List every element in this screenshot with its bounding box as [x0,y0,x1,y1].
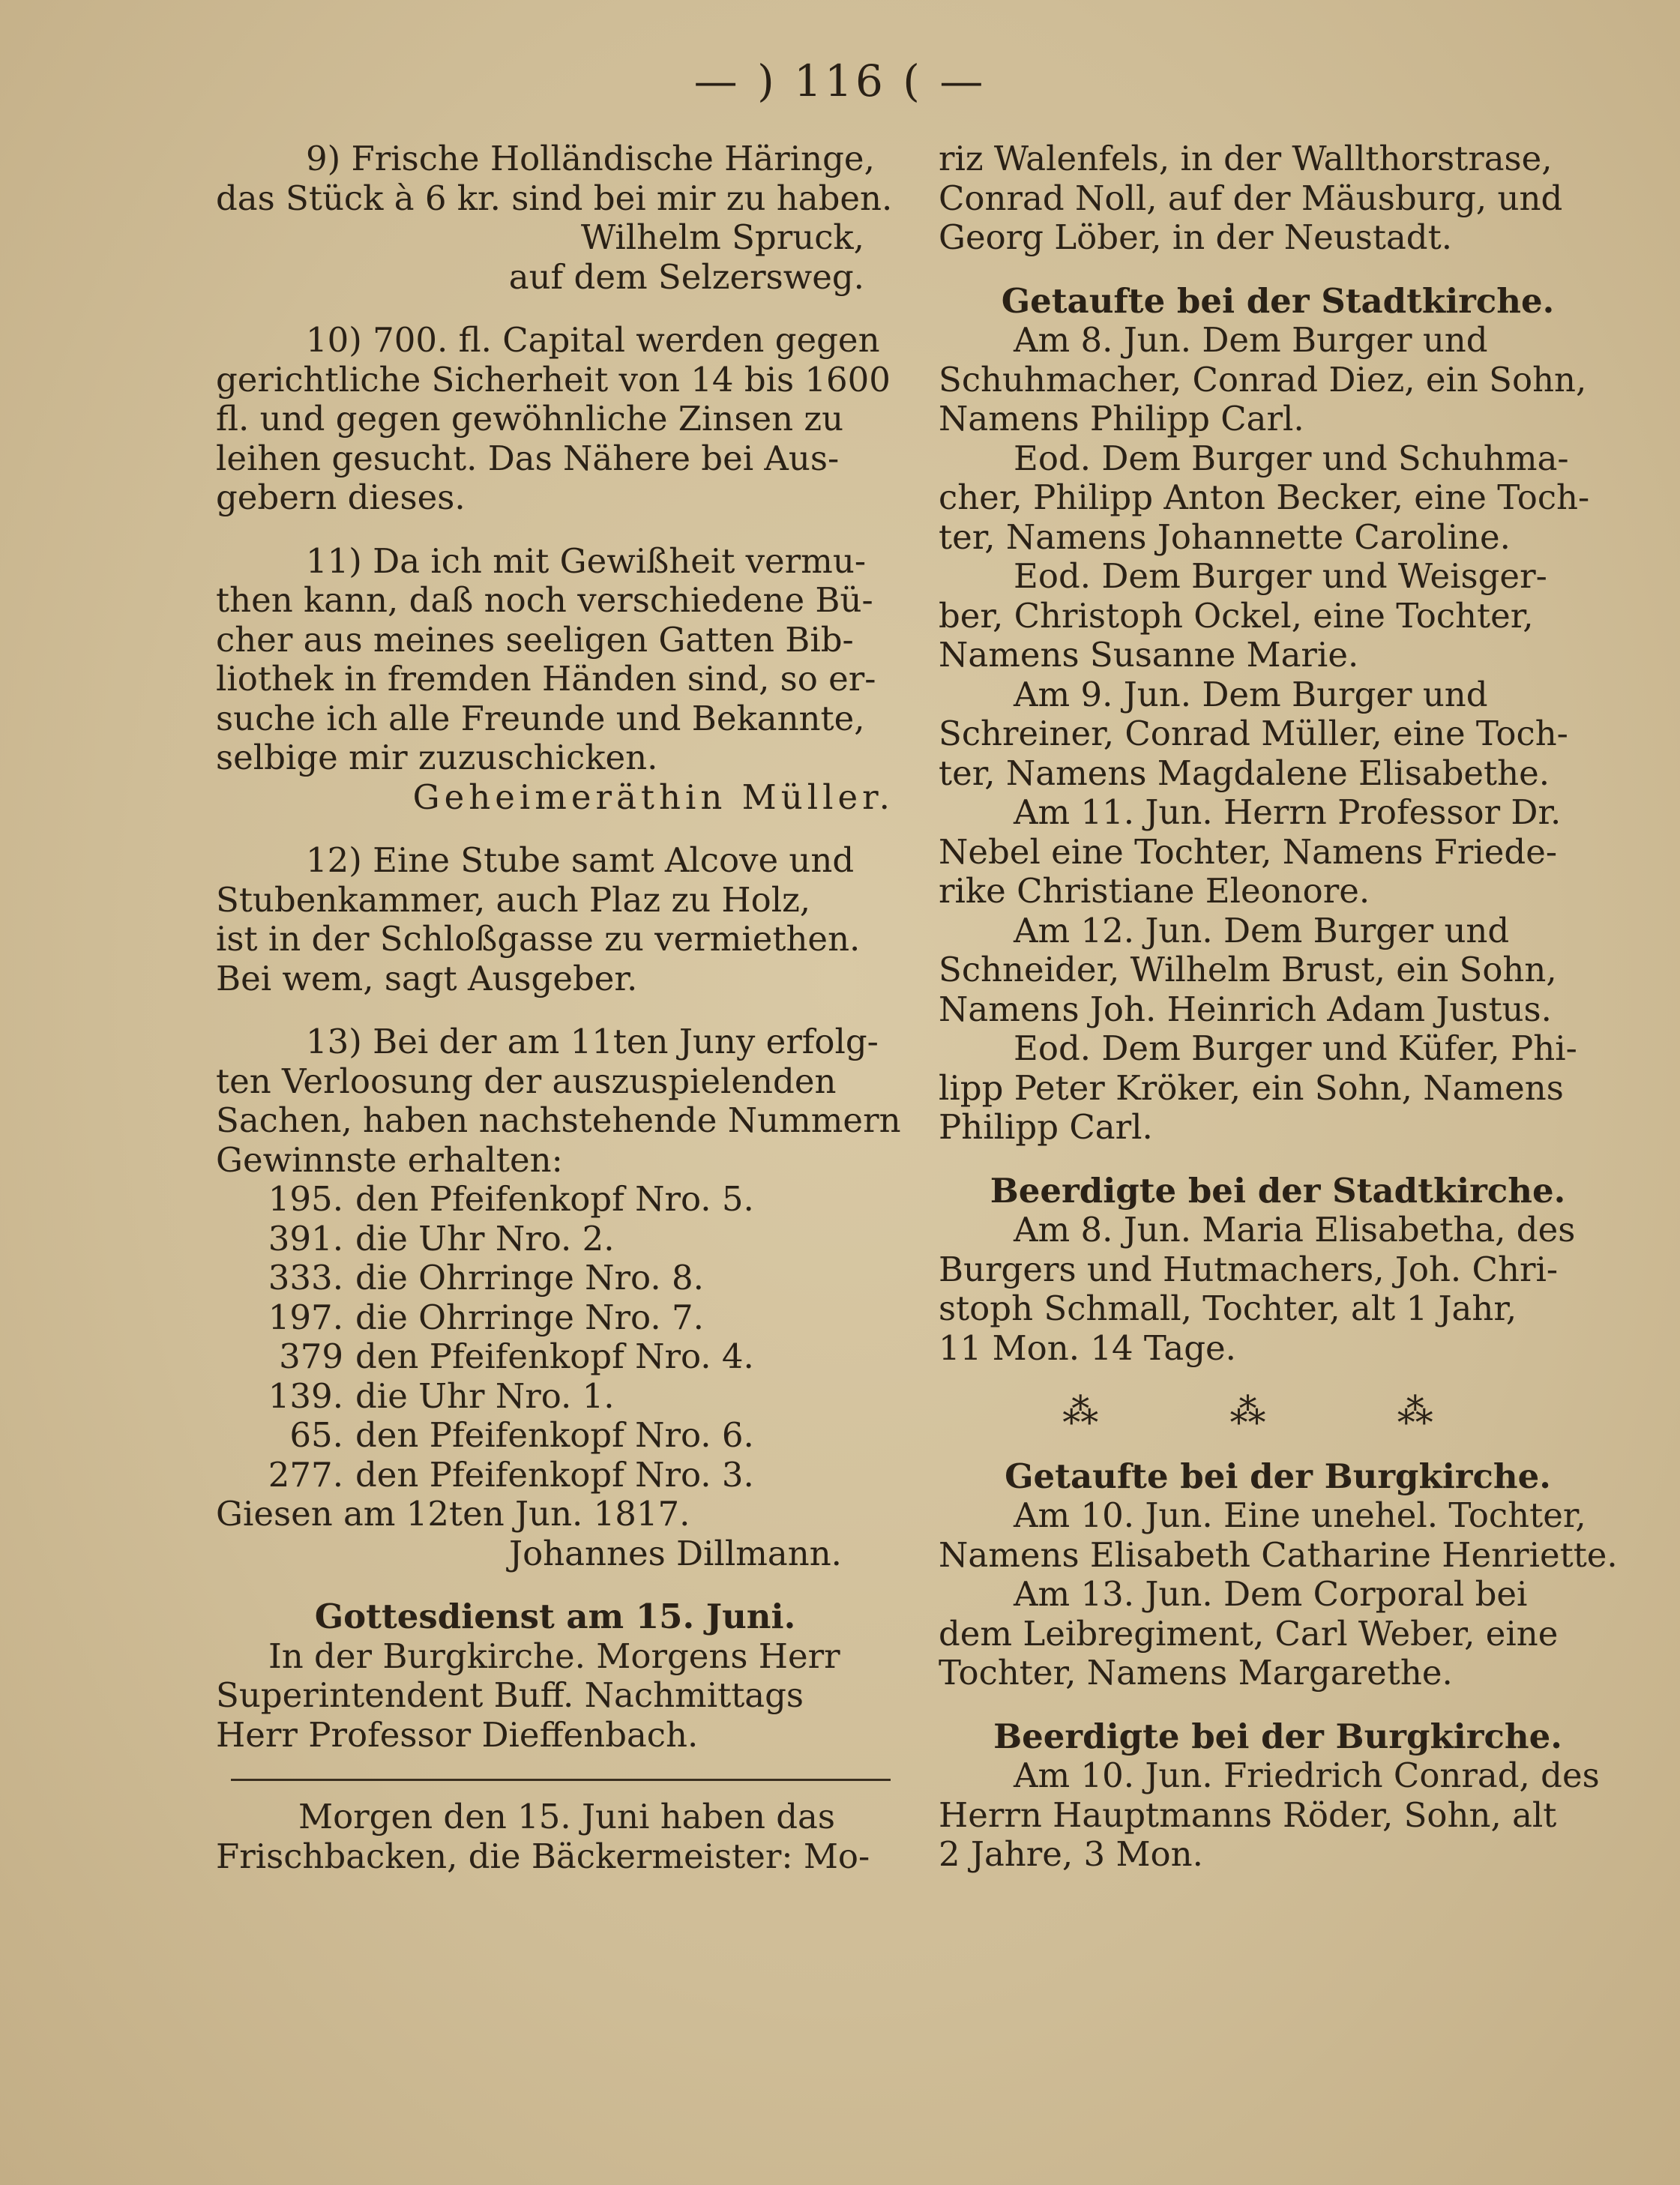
winner-row [216,1220,894,1259]
text-line: leihen gesucht. Das Nähere bei Aus- [216,438,840,478]
text-line: 11) Da ich mit Gewißheit vermu- [306,540,867,581]
winner-row [216,1259,894,1298]
text-line: Herrn Hauptmanns Röder, Sohn, alt [939,1794,1557,1835]
ad-10 [216,321,894,518]
buried-stadtkirche [939,1172,1617,1369]
winner-prize: die Ohrringe Nro. 7. [355,1297,704,1337]
text-line: Eod. Dem Burger und Schuhma- [1014,438,1569,478]
text-line: riz Walenfels, in der Wallthorstrase, [939,139,1553,178]
text-line: 9) Frische Holländische Häringe, [306,139,875,178]
section-heading: Getaufte bei der Stadtkirche. [1001,280,1555,321]
winner-prize: den Pfeifenkopf Nro. 4. [355,1336,754,1376]
text-line: dem Leibregiment, Carl Weber, eine [939,1613,1559,1654]
text-line: Conrad Noll, auf der Mäusburg, und [939,178,1563,218]
signature: auf dem Selzersweg. [508,256,864,297]
text-line: rike Christiane Eleonore. [939,871,1370,911]
text-line: stoph Schmall, Tochter, alt 1 Jahr, [939,1289,1517,1328]
text-line: Namens Susanne Marie. [939,635,1359,675]
text-line: Schneider, Wilhelm Brust, ein Sohn, [939,950,1557,989]
text-line: Am 9. Jun. Dem Burger und [1014,674,1488,714]
winner-row [216,1377,894,1417]
church-service [216,1597,894,1755]
winner-row [216,1416,894,1456]
ad-12 [216,841,894,998]
text-line: Schuhmacher, Conrad Diez, ein Sohn, [939,359,1587,400]
text-line: Burgers und Hutmachers, Joh. Chri- [939,1249,1559,1289]
text-line: Tochter, Namens Margarethe. [939,1653,1453,1693]
ad-9 [216,139,894,297]
buried-burgkirche [939,1717,1617,1875]
text-line: ten Verloosung der auszuspielenden [216,1061,837,1101]
winner-number: 197. [268,1297,343,1337]
winner-number: 333. [268,1258,343,1298]
text-line: Morgen den 15. Juni haben das [298,1797,835,1836]
text-line: Gewinnste erhalten: [216,1139,563,1180]
text-line: Sachen, haben nachstehende Nummern [216,1100,901,1140]
baptized-stadtkirche [939,282,1617,1148]
text-line: gebern dieses. [216,477,466,517]
winner-prize: den Pfeifenkopf Nro. 6. [355,1415,754,1455]
ad-13 [216,1022,901,1573]
text-line: suche ich alle Freunde und Bekannte, [216,698,865,738]
section-heading: Beerdigte bei der Burgkirche. [993,1716,1562,1756]
winner-number: 391. [268,1218,343,1259]
winner-prize: die Uhr Nro. 2. [355,1218,615,1259]
text-line: Eod. Dem Burger und Weisger- [1014,556,1547,596]
winner-number: 139. [268,1375,343,1416]
winner-row [216,1180,894,1220]
text-line: Am 10. Jun. Eine unehel. Tochter, [1014,1495,1586,1535]
signature: Wilhelm Spruck, [580,217,864,257]
section-heading: Getaufte bei der Burgkirche. [1005,1456,1551,1496]
text-line: liothek in fremden Händen sind, so er- [216,659,876,699]
text-line: ter, Namens Johannette Caroline. [939,516,1511,557]
closing-line: Giesen am 12ten Jun. 1817. [216,1494,690,1534]
text-line: Schreiner, Conrad Müller, eine Toch- [939,714,1568,753]
text-line: das Stück à 6 kr. sind bei mir zu haben. [216,178,893,218]
text-line: Namens Joh. Heinrich Adam Justus. [939,989,1552,1029]
signature: Johannes Dillmann. [509,1533,842,1573]
text-line: 13) Bei der am 11ten Juny erfolg- [306,1022,879,1061]
text-line: 11 Mon. 14 Tage. [939,1327,1236,1368]
divider [231,1779,891,1781]
asterism-ornament: ⁂ ⁂ ⁂ [1062,1390,1493,1432]
text-line: Georg Löber, in der Neustadt. [939,217,1452,257]
text-line: then kann, daß noch verschiedene Bü- [216,580,873,620]
text-line: 10) 700. fl. Capital werden gegen [306,320,880,360]
text-line: Am 10. Jun. Friedrich Conrad, des [1014,1755,1600,1795]
text-line: Am 8. Jun. Maria Elisabetha, des [1014,1210,1576,1250]
text-line: Namens Elisabeth Catharine Henriette. [939,1534,1618,1575]
text-line: lipp Peter Kröker, ein Sohn, Namens [939,1067,1564,1108]
winner-row [216,1298,894,1338]
text-line: Bei wem, sagt Ausgeber. [216,958,638,998]
text-line: fl. und gegen gewöhnliche Zinsen zu [216,399,844,438]
text-line: Stubenkammer, auch Plaz zu Holz, [216,879,811,920]
winner-prize: den Pfeifenkopf Nro. 5. [355,1179,754,1219]
text-line: Am 8. Jun. Dem Burger und [1014,320,1488,360]
baptized-burgkirche [939,1457,1617,1693]
text-line: Superintendent Buff. Nachmittags [216,1675,804,1715]
text-line: gerichtliche Sicherheit von 14 bis 1600 [216,359,891,400]
winner-number: 379 [279,1336,343,1376]
text-line: Am 12. Jun. Dem Burger und [1014,910,1510,950]
text-line: ist in der Schloßgasse zu vermiethen. [216,919,861,959]
winner-row [216,1337,894,1377]
text-line: Frischbacken, die Bäckermeister: Mo- [216,1836,870,1876]
text-line: Eod. Dem Burger und Küfer, Phi- [1014,1028,1577,1068]
section-heading: Gottesdienst am 15. Juni. [314,1597,796,1636]
text-line: In der Burgkirche. Morgens Herr [268,1636,840,1676]
text-line: ber, Christoph Ockel, eine Tochter, [939,595,1534,636]
section-heading: Beerdigte bei der Stadtkirche. [990,1170,1566,1211]
text-line: 2 Jahre, 3 Mon. [939,1834,1203,1874]
ad-11 [216,542,894,818]
winner-number: 195. [268,1179,343,1219]
winner-prize: die Ohrringe Nro. 8. [355,1258,704,1298]
text-line: Philipp Carl. [939,1107,1153,1147]
winner-row [216,1456,894,1495]
text-line: selbige mir zuzuschicken. [216,738,658,777]
text-line: Nebel eine Tochter, Namens Friede- [939,831,1558,872]
text-line: cher aus meines seeligen Gatten Bib- [216,619,854,660]
text-line: cher, Philipp Anton Becker, eine Toch- [939,477,1590,517]
text-line: Am 13. Jun. Dem Corporal bei [1014,1574,1528,1614]
text-line: Am 11. Jun. Herrn Professor Dr. [1014,792,1562,832]
left-column [216,139,901,1900]
winner-number: 65. [289,1415,343,1455]
winner-number: 277. [268,1454,343,1495]
page-number: — ) 116 ( — [693,55,987,106]
bakers-continued [939,139,1617,258]
bakers-notice [216,1797,894,1876]
text-line: ter, Namens Magdalene Elisabethe. [939,753,1550,793]
text-line: Namens Philipp Carl. [939,399,1304,438]
text-line: Herr Professor Dieffenbach. [216,1714,699,1755]
signature: Geheimeräthin Müller. [412,777,894,817]
right-column [939,139,1617,1899]
winner-prize: den Pfeifenkopf Nro. 3. [355,1454,754,1495]
text-line: 12) Eine Stube samt Alcove und [306,840,855,880]
winner-prize: die Uhr Nro. 1. [355,1375,615,1416]
